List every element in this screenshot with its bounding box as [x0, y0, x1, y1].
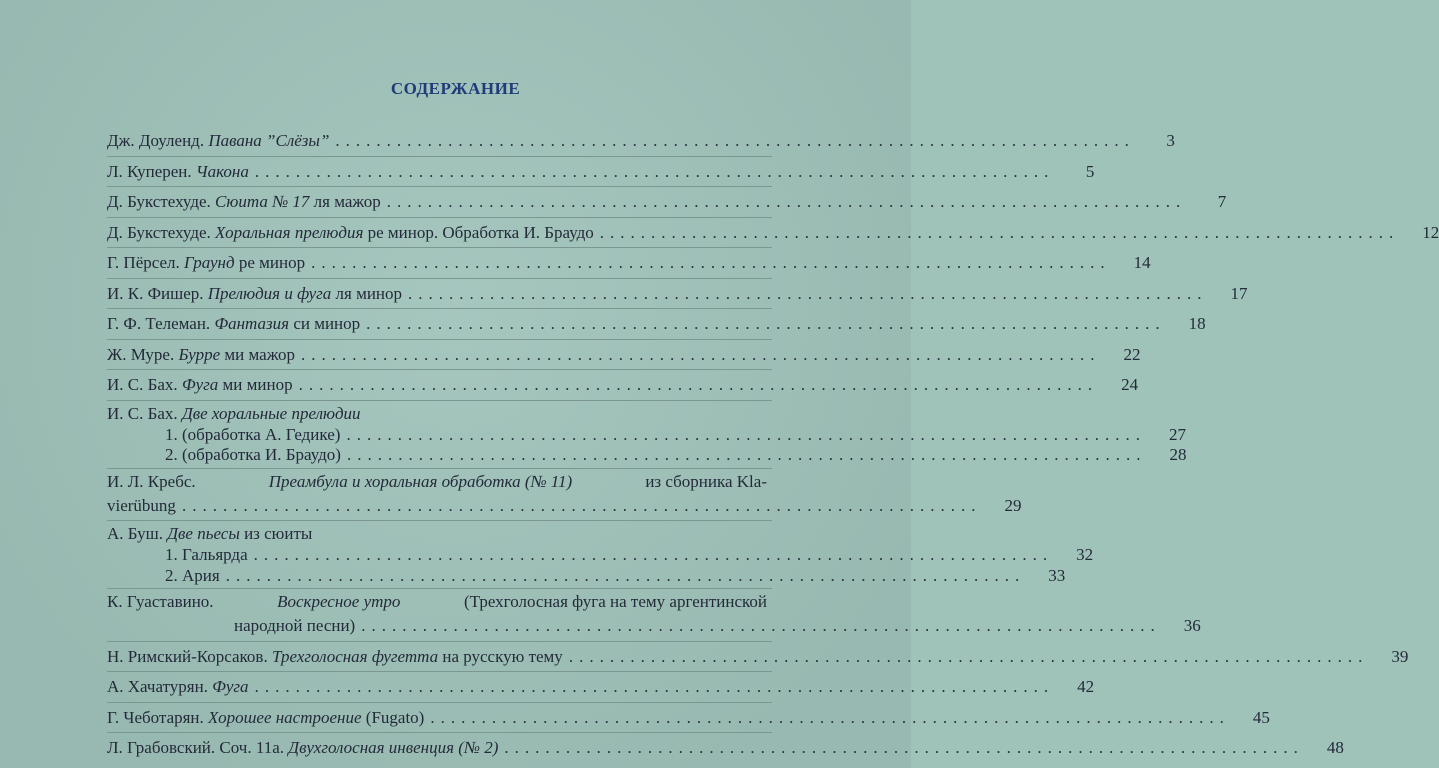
- toc-entry: [107, 735, 1344, 761]
- subentry-text: 1. (обработка А. Гедике): [165, 424, 341, 444]
- leader-dots: ..............................................................................: [311, 253, 1111, 272]
- toc-entry: [107, 128, 1175, 154]
- leader-dots: ..............................................................................: [254, 161, 1055, 181]
- divider: [107, 641, 772, 642]
- author: Г. Ф. Телеман.: [107, 314, 211, 333]
- leader-dots: ..............................................................................: [430, 707, 1230, 727]
- divider: [107, 520, 772, 521]
- leader-dots: ..............................................................................: [301, 344, 1101, 364]
- toc-entry: [107, 674, 1095, 700]
- subentry-text: 1. Гальярда: [165, 545, 248, 564]
- leader-dots: ..............................................................................: [181, 495, 982, 515]
- toc-subentry: [165, 565, 1066, 587]
- work-title: Прелюдия и фуга: [207, 283, 332, 303]
- toc-entry: [107, 281, 1248, 307]
- work-details: на русскую тему: [442, 646, 563, 666]
- toc-entry: [107, 189, 1227, 215]
- author: И. С. Бах.: [107, 375, 178, 394]
- toc-entry: [107, 705, 1270, 731]
- author: А. Буш.: [107, 524, 163, 543]
- page-number: 22: [1123, 344, 1141, 364]
- leader-dots: ..............................................................................: [408, 283, 1208, 303]
- leader-dots: ..............................................................................: [361, 616, 1161, 635]
- work-title: Чакона: [195, 161, 249, 181]
- work-details: (Трехголосная фуга на тему аргентинской: [463, 592, 767, 611]
- leader-dots: ..............................................................................: [346, 445, 1147, 464]
- toc-entry-group: [107, 523, 1094, 586]
- toc-entry: [107, 250, 1151, 276]
- author: А. Хачатурян.: [107, 677, 208, 696]
- work-details: из сборника Kla-: [645, 471, 767, 491]
- divider: [107, 339, 772, 340]
- work-title: Хорошее настроение: [208, 707, 362, 727]
- toc-entry: [107, 591, 1201, 639]
- table-of-contents: [107, 128, 1439, 761]
- toc-entry: [107, 372, 1139, 398]
- page-title: СОДЕРЖАНИЕ: [390, 79, 521, 98]
- page-number: 29: [1004, 495, 1022, 515]
- page-number: 42: [1077, 677, 1095, 696]
- work-title: Сюита № 17: [215, 192, 310, 211]
- leader-dots: ..............................................................................: [366, 314, 1166, 333]
- divider: [107, 400, 772, 401]
- work-title: Трехголосная фугетта: [271, 646, 439, 666]
- author: Н. Римский-Корсаков.: [107, 646, 268, 666]
- author: И. Л. Кребс.: [107, 471, 196, 491]
- toc-entry-group: [107, 403, 1187, 466]
- page-number: 5: [1085, 161, 1095, 181]
- divider: [107, 588, 772, 589]
- leader-dots: ..............................................................................: [335, 131, 1135, 150]
- leader-dots: ..............................................................................: [568, 646, 1369, 666]
- work-title: Фантазия: [214, 314, 290, 333]
- work-title: Воскресное утро: [277, 592, 401, 611]
- page-number: 24: [1121, 375, 1139, 394]
- leader-dots: ..............................................................................: [225, 565, 1026, 585]
- work-title: Хоральная прелюдия: [215, 222, 364, 242]
- author: Д. Букстехуде.: [107, 222, 211, 242]
- divider: [107, 278, 772, 279]
- leader-dots: ..............................................................................: [346, 424, 1146, 444]
- toc-entry: [107, 644, 1409, 670]
- work-title: Двухголосная инвенция (№ 2): [288, 738, 499, 757]
- work-details: (Fugato): [365, 707, 425, 727]
- work-details: ми мажор: [224, 344, 296, 364]
- page-number: 17: [1230, 283, 1248, 303]
- leader-dots: ..............................................................................: [298, 375, 1099, 394]
- author: Г. Пёрсел.: [107, 253, 180, 272]
- toc-entry: [107, 342, 1141, 368]
- work-details: ми минор: [222, 375, 293, 394]
- author: К. Гуаставино.: [107, 592, 214, 611]
- author: Д. Букстехуде.: [107, 192, 211, 211]
- page-number: 7: [1217, 192, 1227, 211]
- work-title: Преамбула и хоральная обработка (№ 11): [268, 471, 573, 491]
- divider: [107, 369, 772, 370]
- toc-entry: [107, 220, 1439, 246]
- divider: [107, 671, 772, 672]
- divider: [107, 186, 772, 187]
- toc-entry: [107, 471, 1022, 519]
- leader-dots: ..............................................................................: [254, 677, 1055, 696]
- page-number: 32: [1076, 545, 1094, 564]
- page-number: 18: [1188, 314, 1206, 333]
- work-title: Бурре: [178, 344, 221, 364]
- toc-subentry: [165, 445, 1187, 466]
- divider: [107, 468, 772, 469]
- subentry-text: 2. (обработка И. Браудо): [165, 445, 341, 464]
- work-title: Павана ”Слёзы”: [208, 131, 330, 150]
- page-number: 39: [1391, 646, 1409, 666]
- work-details: из сюиты: [244, 524, 313, 543]
- work-details-continued: vierübung: [107, 495, 176, 515]
- work-details: ре минор: [238, 253, 306, 272]
- toc-subentry: [165, 545, 1094, 566]
- subentry-text: 2. Ария: [165, 565, 220, 585]
- page-number: 27: [1168, 424, 1186, 444]
- author: Г. Чеботарян.: [107, 707, 204, 727]
- work-title: Фуга: [212, 677, 249, 696]
- work-title: Две хоральные прелюдии: [181, 403, 361, 423]
- toc-subentry: [165, 424, 1186, 446]
- work-title: Две пьесы: [167, 524, 240, 543]
- divider: [107, 732, 772, 733]
- page-number: 45: [1252, 707, 1270, 727]
- page-number: 3: [1166, 131, 1175, 150]
- work-details: ля мажор: [313, 192, 381, 211]
- work-title: Граунд: [184, 253, 235, 272]
- leader-dots: ..............................................................................: [386, 192, 1187, 211]
- leader-dots: ..............................................................................: [253, 545, 1054, 564]
- work-details-continued: народной песни): [234, 616, 356, 635]
- work-details: ре минор. Обработка И. Браудо: [367, 222, 594, 242]
- author: Дж. Доуленд.: [107, 131, 205, 150]
- author: И. С. Бах.: [107, 403, 178, 423]
- page-number: 36: [1183, 616, 1201, 635]
- page-number: 12: [1422, 222, 1439, 242]
- toc-entry: [107, 159, 1095, 185]
- author: И. К. Фишер.: [107, 283, 204, 303]
- divider: [107, 308, 772, 309]
- author: Ж. Муре.: [107, 344, 175, 364]
- toc-entry: [107, 311, 1206, 337]
- divider: [107, 702, 772, 703]
- leader-dots: ..............................................................................: [504, 738, 1304, 757]
- page-number: 14: [1133, 253, 1151, 272]
- divider: [107, 156, 772, 157]
- work-details: си минор: [293, 314, 361, 333]
- page-number: 28: [1169, 445, 1187, 464]
- author: Л. Куперен.: [107, 161, 192, 181]
- divider: [107, 217, 772, 218]
- page-number: 33: [1048, 565, 1066, 585]
- leader-dots: ..............................................................................: [599, 222, 1400, 242]
- work-details: ля минор: [335, 283, 403, 303]
- page-number: 48: [1326, 738, 1344, 757]
- work-title: Фуга: [181, 375, 219, 394]
- divider: [107, 247, 772, 248]
- author: Л. Грабовский. Соч. 11а.: [107, 738, 285, 757]
